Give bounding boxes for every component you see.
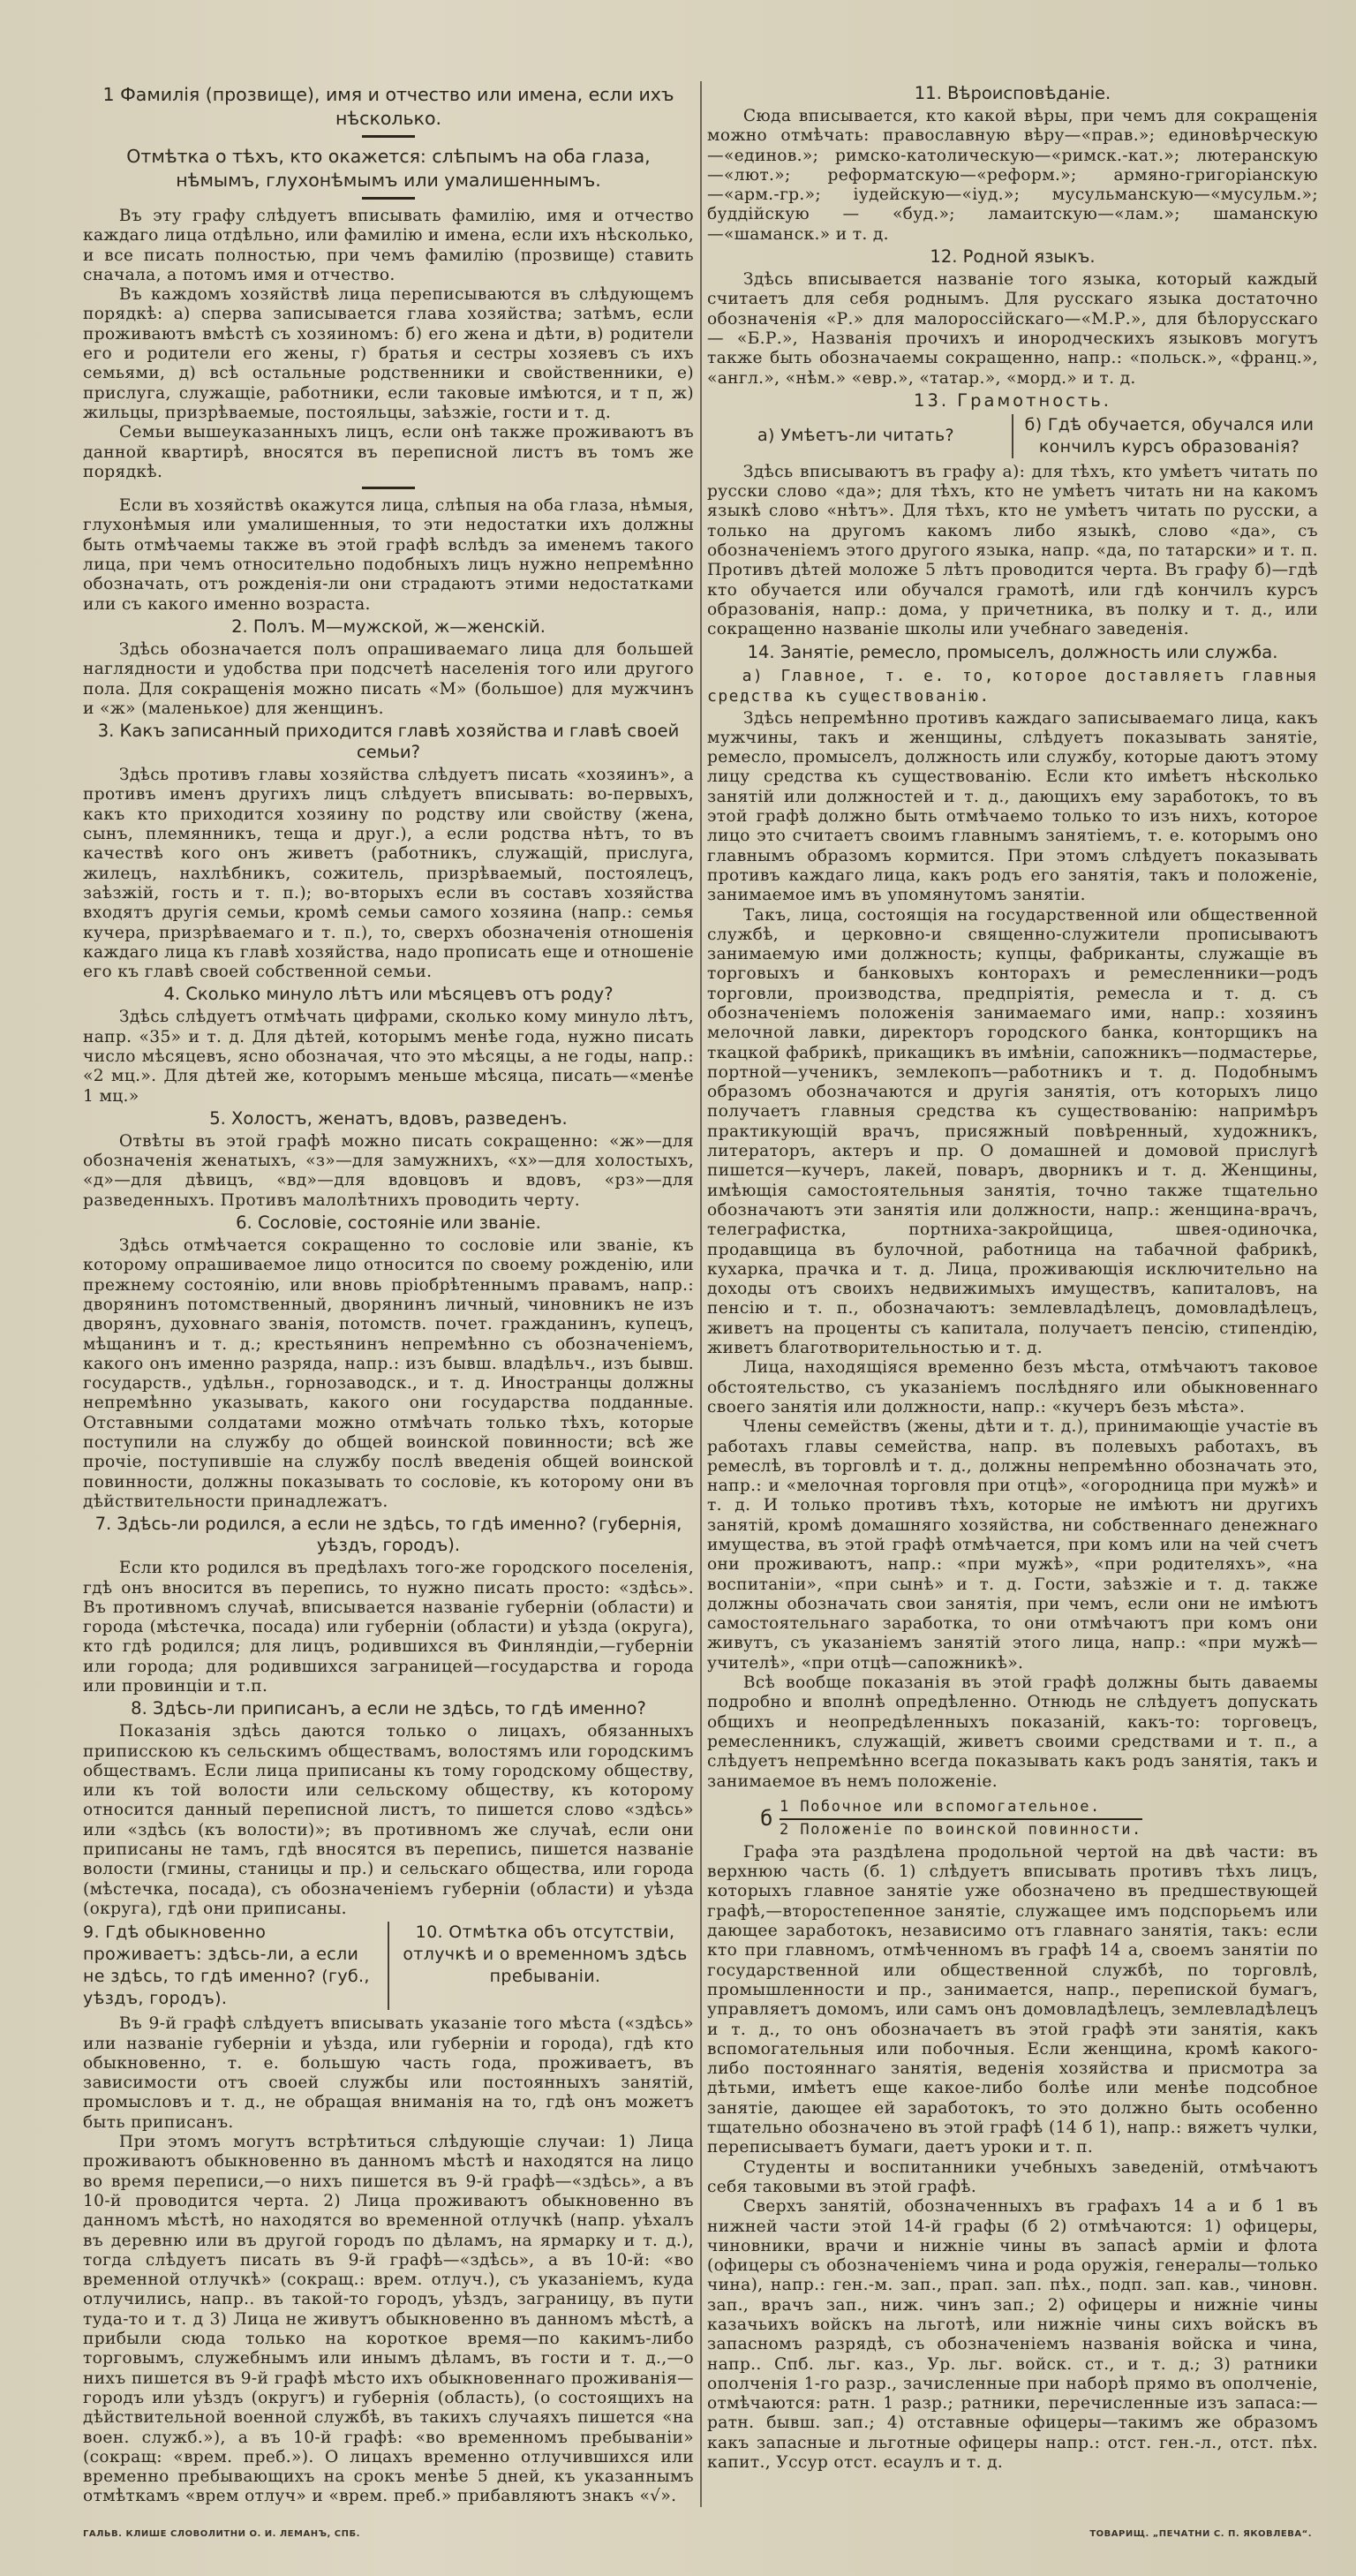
paragraph: Члены семействъ (жены, дѣти и т. д.), принимающіе участіе въ работахъ главы семейства, напр. въ полевыхъ работахъ, въ ремеслѣ, въ торговлѣ и т. д., должны непремѣнно обозначать это, напр.: и «мелочная торговля при отцѣ», «огородница при мужѣ» и т. д. И только противъ тѣхъ, которые не имѣютъ ни другихъ занятій, кромѣ домашняго хозяйства, ни собственнаго денежнаго имущества, въ этой графѣ отмѣчается, при комъ или на чей счетъ они проживаютъ, напр.: «при мужѣ», «при родителяхъ», «на воспитаніи», «при сынѣ» и т. д. Гости, заѣзжіе и т. д. также должны обозначать свои занятія, при чемъ, если они не имѣютъ самостоятельнаго заработка, то они отмѣчаютъ при комъ они живутъ, съ указаніемъ занятій этого лица, напр.: «при мужѣ—учителѣ», «при отцѣ—сапожникѣ». bbox=[707, 1417, 1318, 1673]
section-13-title: 13. Грамотность. bbox=[914, 389, 1111, 411]
section-5-title: 5. Холостъ, женатъ, вдовъ, разведенъ. bbox=[209, 1107, 568, 1129]
section-4-title: 4. Сколько минуло лѣтъ или мѣсяцевъ отъ роду? bbox=[163, 984, 614, 1005]
paragraph: Въ каждомъ хозяйствѣ лица переписываются въ слѣдующемъ порядкѣ: а) сперва записывается глава хозяйства; затѣмъ, если проживаютъ вмѣстѣ съ хозяиномъ: б) его жена и дѣти, в) родители его и родители его жены, г) братья и сестры хозяевъ съ ихъ семьями, д) всѣ остальные родственники и свойственники, е) прислуга, служащіе, работники, если таковые имѣются, и т п, ж) жильцы, призрѣваемые, постояльцы, заѣзжіе, гости и т. д. bbox=[83, 285, 694, 422]
divider-rule bbox=[362, 135, 415, 138]
paragraph: Если въ хозяйствѣ окажутся лица, слѣпыя на оба глаза, нѣмыя, глухонѣмыя или умалишенныя, то эти недостатки ихъ должны быть отмѣчаемы также въ этой графѣ вслѣдъ за именемъ такого лица, при чемъ относительно подобныхъ лицъ нужно непремѣнно обозначать, отъ рожденія-ли они страдаютъ этими недостатками или съ какого именно возраста. bbox=[83, 496, 694, 614]
right-column bbox=[702, 81, 1318, 2507]
paragraph: Здѣсь противъ главы хозяйства слѣдуетъ писать «хозяинъ», а противъ именъ другихъ лицъ слѣдуетъ вписывать: во-первыхъ, какъ кто приходится хозяину по родству или свойству (жена, сынъ, племянникъ, теща и друг.), а если родства нѣтъ, то въ качествѣ кого онъ живетъ (работникъ, служащій, прислуга, жилецъ, нахлѣбникъ, сожитель, призрѣваемый, постоялецъ, заѣзжій, гость и т. п.); во-вторыхъ если въ составъ хозяйства входятъ другія семьи, кромѣ семьи самого хозяина (напр.: семья кучера, призрѣваемаго и т. п.), то, сверхъ обозначенія отношенія каждаго лица къ главѣ хозяйства, надо прописать еще и отношеніе его къ главѣ своей собственной семьи. bbox=[83, 766, 694, 982]
paragraph: Въ 9-й графѣ слѣдуетъ вписывать указаніе того мѣста («здѣсь» или названіе губерніи и уѣзда, или губерніи и города), гдѣ кто обыкновенно, т. е. большую часть года, проживаетъ, въ зависимости отъ своей службы или постоянныхъ занятій, промысловъ и т. д., не обращая вниманія на то, гдѣ онъ можетъ быть приписанъ. bbox=[83, 2014, 694, 2132]
section-3-title: 3. Какъ записанный приходится главѣ хозяйства и главѣ своей семьи? bbox=[97, 721, 680, 763]
printer-imprint-left: ГАЛЬВ. КЛИШЕ СЛОВОЛИТНИ О. И. ЛЕМАНЪ, СПБ. bbox=[83, 2528, 360, 2539]
two-column-body bbox=[83, 81, 1318, 2507]
paragraph: Здѣсь обозначается полъ опрашиваемаго лица для большей наглядности и удобства при подсчетѣ населенія того или другого пола. Для сокращенія можно писать «М» (большое) для мужчинъ и «ж» (маленькое) для женщинъ. bbox=[83, 639, 694, 718]
section-1-title: 1 Фамилія (прозвище), имя и отчество или имена, если ихъ нѣсколько. bbox=[102, 84, 674, 129]
divider-rule bbox=[362, 197, 415, 200]
section-12-title: 12. Родной языкъ. bbox=[930, 246, 1096, 268]
section-13a-title: а) Умѣетъ-ли читать? bbox=[707, 414, 1013, 458]
section-14-title: 14. Занятіе, ремесло, промыселъ, должность или служба. bbox=[747, 641, 1278, 662]
section-14b-header bbox=[760, 1797, 1318, 1839]
divider-rule bbox=[362, 487, 415, 489]
printer-imprint-right: ТОВАРИЩ. „ПЕЧАТНИ С. П. ЯКОВЛЕВА“. bbox=[1089, 2528, 1312, 2539]
section-14a-title: а) Главное, т. е. то, которое доставляетъ главныя средства къ существованію. bbox=[707, 666, 1318, 706]
paragraph: Сверхъ занятій, обозначенныхъ въ графахъ 14 а и б 1 въ нижней части этой 14-й графы (б 2) отмѣчаются: 1) офицеры, чиновники, врачи и нижніе чины въ запасѣ арміи и флота (офицеры съ обозначеніемъ чина и рода оружія, генералы—только чина), напр.: ген.-м. зап., прап. зап. пѣх., подп. зап. кав., чиновн. зап., врачъ зап., ниж. чинъ зап.; 2) офицеры и нижніе чины казачьихъ войскъ на льготѣ, или нижніе чины сихъ войскъ въ запасномъ разрядѣ, съ обозначеніемъ названія войска и чина, напр.. Спб. льг. каз., Ур. льг. войск. ст., и т. д.; 3) ратники ополченія 1-го разр., зачисленные при наборѣ прямо въ ополченіе, отмѣчаются: ратн. 1 разр.; ратники, перечисленные изъ запаса:—ратн. бывш. зап.; 4) отставные офицеры—такимъ же образомъ какъ запасные и льготные офицеры напр.: отст. ген.-л., отст. пѣх. капит., Уссур отст. есаулъ и т. д. bbox=[707, 2197, 1318, 2473]
paragraph: Въ эту графу слѣдуетъ вписывать фамилію, имя и отчество каждаго лица отдѣльно, или фамилію и имена, если ихъ нѣсколько, и все писать полностью, при чемъ фамилію (прозвище) ставить сначала, а потомъ имя и отчество. bbox=[83, 207, 694, 284]
paragraph: Здѣсь вписываютъ въ графу а): для тѣхъ, кто умѣетъ читать по русски слово «да»; для тѣхъ, кто не умѣетъ читать ни на какомъ языкѣ слово «нѣтъ». Для тѣхъ, кто не умѣетъ читать по русски, а только на другомъ какомъ либо языкѣ, слово «да», съ обозначеніемъ этого другого языка, напр. «да, по татарски» и т. п. Противъ дѣтей моложе 5 лѣтъ проводится черта. Въ графу б)—гдѣ кто обучается или обучался грамотѣ, или гдѣ кончилъ курсъ образованія, напр.: дома, у причетника, въ полку и т. д., или сокращенно названіе школы или учебнаго заведенія. bbox=[707, 462, 1318, 639]
section-6-title: 6. Сословіе, состояніе или званіе. bbox=[236, 1212, 541, 1234]
paragraph: Сюда вписывается, кто какой вѣры, при чемъ для сокращенія можно отмѣчать: православную вѣру—«прав.»; единовѣрческую—«единов.»; римско-католическую—«римск.-кат.»; лютеранскую—«лют.»; реформатскую—«реформ.»; армяно-григоріанскую—«арм.-гр.»; іудейскую—«іуд.»; мусульманскую—«мусульм.»; буддійскую — «буд.»; ламаитскую—«лам.»; шаманскую—«шаманск.» и т. д. bbox=[707, 107, 1318, 244]
paragraph: При этомъ могутъ встрѣтиться слѣдующіе случаи: 1) Лица проживаютъ обыкновенно въ данномъ мѣстѣ и находятся на лицо во время переписи,—о нихъ пишется въ 9-й графѣ—«здѣсь», а въ 10-й проводится черта. 2) Лица проживаютъ обыкновенно въ данномъ мѣстѣ, но находятся во временной отлучкѣ (напр. уѣхалъ въ деревню или въ другой городъ по дѣламъ, на ярмарку и т. д.), тогда слѣдуетъ писать въ 9-й графѣ—«здѣсь», а въ 10-й: «во временной отлучкѣ» (сокращ.: врем. отлуч.), съ указаніемъ, куда отлучились, напр.. въ такой-то городъ, уѣздъ, заграницу, въ пути туда-то и т. д 3) Лица не живутъ обыкновенно въ данномъ мѣстѣ, а прибыли сюда только на короткое время—по какимъ-либо торговымъ, служебнымъ или инымъ дѣламъ, въ гости и т. д.,—о нихъ пишется въ 9-й графѣ мѣсто ихъ обыкновеннаго проживанія—городъ или уѣздъ (округъ) и губернія (область), (о состоящихъ на дѣйствительной военной службѣ, въ такихъ случаяхъ пишется «на воен. служб.»), а въ 10-й графѣ: «во временномъ пребываніи» (сокращ: «врем. преб.»). О лицахъ временно отлучившихся или временно пребывающихъ на срокъ менѣе 5 дней, къ указаннымъ отмѣткамъ «врем отлуч» и «врем. преб.» прибавляютъ знакъ «√». bbox=[83, 2133, 694, 2506]
sections-9-10-header bbox=[83, 1922, 694, 2010]
paragraph: Здѣсь слѣдуетъ отмѣчать цифрами, сколько кому минуло лѣтъ, напр. «35» и т. д. Для дѣтей, которымъ менѣе года, нужно писать число мѣсяцевъ, ясно обозначая, что это мѣсяцы, а не годы, напр.: «2 мц.». Для дѣтей же, которымъ меньше мѣсяца, писать—«менѣе 1 мц.» bbox=[83, 1008, 694, 1106]
section-11-title: 11. Вѣроисповѣданіе. bbox=[914, 83, 1111, 103]
left-column bbox=[83, 81, 700, 2507]
paragraph: Здѣсь вписывается названіе того языка, который каждый считаетъ для себя роднымъ. Для русскаго языка достаточно обозначенія «Р.» для малороссійскаго—«М.Р.», для бѣлорусскаго — «Б.Р.», Названія прочихъ и инородческихъ языковъ могутъ также быть обозначаемы сокращенно, напр.: «польск.», «франц.», «англ.», «нѣм.» «евр.», «татар.», «морд.» и т. д. bbox=[707, 270, 1318, 388]
section-9-title: 9. Гдѣ обыкновенно проживаетъ: здѣсь-ли, а если не здѣсь, то гдѣ именно? (губ., уѣздъ, городъ). bbox=[83, 1922, 389, 2010]
paragraph: Здѣсь непремѣнно противъ каждаго записываемаго лица, какъ мужчины, такъ и женщины, слѣдуетъ показывать занятіе, ремесло, промыселъ, должность или службу, которые даютъ этому лицу средства къ существованію. Если кто имѣетъ нѣсколько занятій или должностей и т. д., дающихъ ему заработокъ, то въ этой графѣ должно быть отмѣчаемо только то изъ нихъ, которое лицо это считаетъ своимъ главнымъ занятіемъ, т. е. которымъ оно главнымъ образомъ кормится. При этомъ слѣдуетъ показывать противъ каждаго лица, какъ родъ его занятія, такъ и положеніе, занимаемое имъ въ упомянутомъ занятіи. bbox=[707, 708, 1318, 905]
section-13b-title: б) Гдѣ обучается, обучался или кончилъ курсъ образованія? bbox=[1024, 414, 1315, 457]
paragraph: Показанія здѣсь даются только о лицахъ, обязанныхъ приписскою къ сельскимъ обществамъ, волостямъ или городскимъ обществамъ. Если лица приписаны къ тому городскому обществу, или къ той волости или сельскому обществу, къ которому относится данный переписной листъ, то пишется слово «здѣсь» или «здѣсь (къ волости)»; въ противномъ же случаѣ, если они приписаны не тамъ, гдѣ вносятся въ перепись, пишется названіе волости (гмины, станицы и пр.) и сельскаго общества, или города (мѣстечка, посада), съ обозначеніемъ губерніи (области) и уѣзда (округа), гдѣ они приписаны. bbox=[83, 1722, 694, 1918]
paragraph: Лица, находящіяся временно безъ мѣста, отмѣчаютъ таковое обстоятельство, съ указаніемъ послѣдняго или обыкновеннаго своего занятія или должности, напр.: «кучеръ безъ мѣста». bbox=[707, 1358, 1318, 1416]
paragraph: Отвѣты въ этой графѣ можно писать сокращенно: «ж»—для обозначенія женатыхъ, «з»—для замужнихъ, «х»—для холостыхъ, «д»—для дѣвицъ, «вд»—для вдовцовъ и вдовъ, «рз»—для разведенныхъ. Противъ малолѣтнихъ проводить черту. bbox=[83, 1131, 694, 1210]
column-divider bbox=[700, 81, 702, 2507]
paragraph: Студенты и воспитанники учебныхъ заведеній, отмѣчаютъ себя таковыми въ этой графѣ. bbox=[707, 2157, 1318, 2196]
section-10-title: 10. Отмѣтка объ отсутствіи, отлучкѣ и о временномъ здѣсь пребываніи. bbox=[403, 1923, 688, 1987]
section-14b1-title: 1 Побочное или вспомогательное. bbox=[780, 1797, 1142, 1820]
section-13-header bbox=[707, 414, 1318, 458]
section-14b2-title: 2 Положеніе по воинской повинности. bbox=[779, 1820, 1142, 1839]
paragraph: Всѣ вообще показанія въ этой графѣ должны быть даваемы подробно и вполнѣ опредѣленно. Отнюдь не слѣдуетъ допускать общихъ и неопредѣленныхъ показаній, какъ-то: торговецъ, ремесленникъ, служащій, живетъ своими средствами и т. п., а слѣдуетъ непремѣнно всегда показывать какъ родъ занятія, такъ и занимаемое въ немъ положеніе. bbox=[707, 1673, 1318, 1791]
paragraph: Такъ, лица, состоящія на государственной или общественной службѣ, и церковно-и священно-служители прописываютъ занимаемую ими должность; купцы, фабриканты, служащіе въ торговыхъ и банковыхъ конторахъ и ремесленники—родъ торговли, производства, предпріятія, ремесла и т. д. съ обозначеніемъ положенія занимаемаго ими, напр.: хозяинъ мелочной лавки, директоръ городского банка, конторщикъ на ткацкой фабрикѣ, прикащикъ въ имѣніи, сапожникъ—подмастерье, портной—ученикъ, землекопъ—работникъ и т. д. Подобнымъ образомъ обозначаются и другія занятія, отъ которыхъ лицо получаетъ главныя средства къ существованію: напримѣръ практикующій врачъ, присяжный повѣренный, художникъ, литераторъ, актеръ и пр. О домашней и домовой прислугѣ пишется—кучеръ, лакей, поваръ, дворникъ и т. д. Женщины, имѣющія самостоятельныя занятія, точно также тщательно обозначаютъ эти занятія или должности, напр.: женщина-врачъ, телеграфистка, портниха-закройщица, швея-одиночка, продавщица въ булочной, работница на табачной фабрикѣ, кухарка, прачка и т. д. Лица, проживающія исключительно на доходы отъ своихъ недвижимыхъ имуществъ, капиталовъ, на пенсію и т. п., обозначаютъ: землевладѣлецъ, домовладѣлецъ, живетъ на проценты съ капитала, получаетъ пенсію, стипендію, живетъ благотворительностью и т. д. bbox=[707, 905, 1318, 1358]
paragraph: Здѣсь отмѣчается сокращенно то сословіе или званіе, къ которому опрашиваемое лицо относится по своему рожденію, или прежнему состоянію, или вновь пріобрѣтеннымъ правамъ, напр.: дворянинъ потомственный, дворянинъ личный, чиновникъ не изъ дворянъ, духовнаго званія, потомств. почет. гражданинъ, купецъ, мѣщанинъ и т. д.; крестьянинъ непремѣнно съ обозначеніемъ, какого онъ именно разряда, напр.: изъ бывш. владѣльч., изъ бывш. государств., удѣльн., горнозаводск., и т. д. Иностранцы должны непремѣнно указывать, какого они государства подданные. Отставными солдатами можно отмѣчать только тѣхъ, которые поступили на службу до общей воинской повинности; всѣ же прочіе, поступившіе на службу послѣ введенія общей воинской повинности, должны показывать то сословіе, къ которому они въ дѣйствительности принадлежатъ. bbox=[83, 1236, 694, 1511]
paragraph: Графа эта раздѣлена продольной чертой на двѣ части: въ верхнюю часть (б. 1) слѣдуетъ вписывать противъ тѣхъ лицъ, которыхъ главное занятіе уже обозначено въ предшествующей графѣ,—второстепенное занятіе, служащее имъ подспорьемъ или дающее заработокъ, независимо отъ главнаго занятія, такъ: если кто при главномъ, отмѣченномъ въ графѣ 14 а, своемъ занятіи по государственной или общественной службѣ, по торговлѣ, промышленности и пр., занимается, напр., перепиской бумагъ, управляетъ домомъ, или самъ онъ домовладѣлецъ, землевладѣлецъ и т. д., то онъ обозначаетъ въ этой графѣ эти занятія, какъ вспомогательныя или побочныя. Если женщина, кромѣ какого-либо постояннаго занятія, веденія хозяйства и присмотра за дѣтьми, имѣетъ еще какое-либо болѣе или менѣе подсобное занятіе, дающее ей заработокъ, то это должно быть особенно тщательно обозначено въ этой графѣ (14 б 1), напр.: вяжетъ чулки, переписываетъ бумаги, даетъ уроки и т. п. bbox=[707, 1842, 1318, 2157]
section-7-title: 7. Здѣсь-ли родился, а если не здѣсь, то гдѣ именно? (губернія, уѣздъ, городъ). bbox=[94, 1514, 682, 1556]
section-2-title: 2. Полъ. М—мужской, ж—женскій. bbox=[231, 616, 546, 637]
paragraph: Если кто родился въ предѣлахъ того-же городского поселенія, гдѣ онъ вносится въ перепись, то нужно писать просто: «здѣсь». Въ противномъ случаѣ, вписывается названіе губерніи (области) и города (мѣстечка, посада) или губерніи (области) и уѣзда (округа), кто гдѣ родился; для лицъ, родившихся въ Финляндіи,—губерніи или города; для родившихся заграницей—государства и города или провинціи и т.п. bbox=[83, 1559, 694, 1696]
section-14b-letter: б bbox=[760, 1805, 774, 1831]
paragraph: Семьи вышеуказанныхъ лицъ, если онѣ также проживаютъ въ данной квартирѣ, вносятся въ переписной листъ въ томъ же порядкѣ. bbox=[83, 423, 694, 481]
section-8-title: 8. Здѣсь-ли приписанъ, а если не здѣсь, то гдѣ именно? bbox=[131, 1698, 646, 1719]
printer-imprints bbox=[83, 2528, 1315, 2541]
section-1-subtitle: Отмѣтка о тѣхъ, кто окажется: слѣпымъ на оба глаза, нѣмымъ, глухонѣмымъ или умалишеннымъ. bbox=[126, 146, 651, 191]
